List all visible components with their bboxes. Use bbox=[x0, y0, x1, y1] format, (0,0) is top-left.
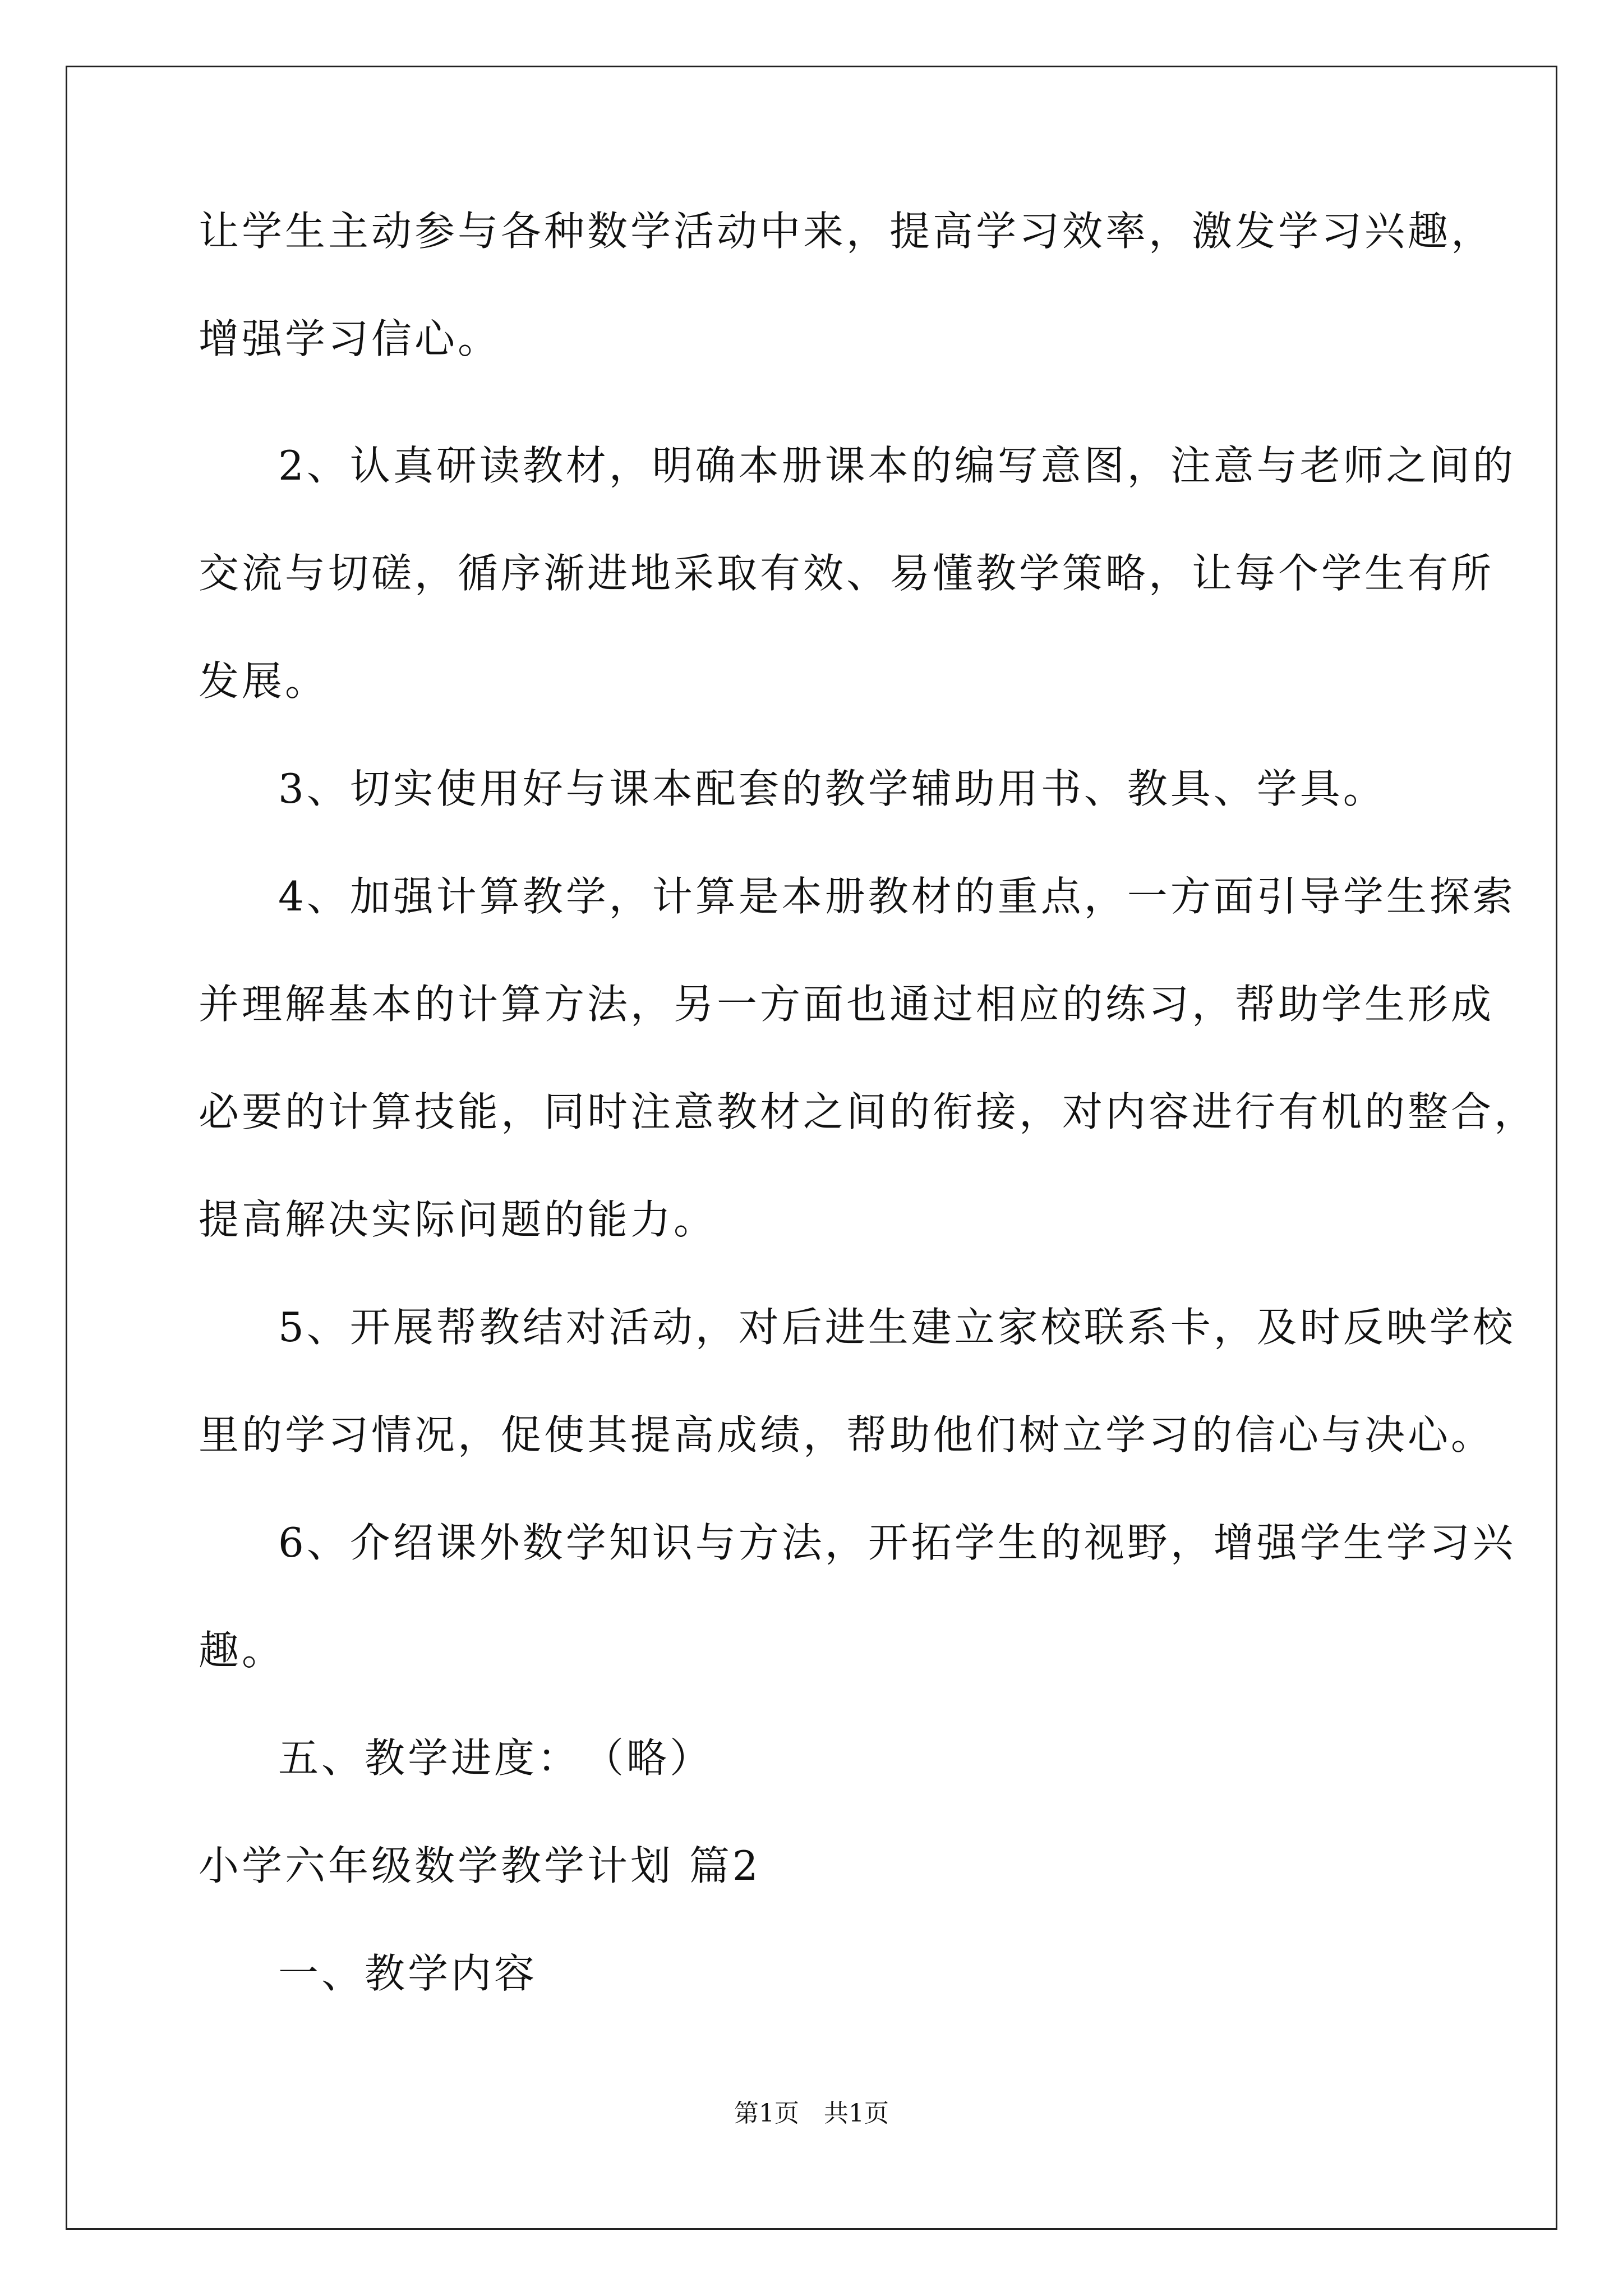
body-line: 让学生主动参与各种数学活动中来，提高学习效率，激发学习兴趣， bbox=[199, 208, 1495, 255]
paragraph-start-line: 6、介绍课外数学知识与方法，开拓学生的视野，增强学生学习兴 bbox=[278, 1519, 1516, 1566]
body-line: 并理解基本的计算方法，另一方面也通过相应的练习，帮助学生形成 bbox=[199, 981, 1495, 1028]
body-line: 交流与切磋，循序渐进地采取有效、易懂教学策略，让每个学生有所 bbox=[199, 550, 1495, 597]
body-line: 里的学习情况，促使其提高成绩，帮助他们树立学习的信心与决心。 bbox=[199, 1411, 1495, 1458]
body-line: 增强学习信心。 bbox=[199, 315, 501, 362]
paragraph-start-line: 2、认真研读教材，明确本册课本的编写意图，注意与老师之间的 bbox=[278, 442, 1516, 489]
paragraph-start-line: 3、切实使用好与课本配套的教学辅助用书、教具、学具。 bbox=[278, 765, 1386, 812]
page-footer: 第1页 共1页 bbox=[734, 2099, 889, 2128]
section-heading: 五、教学进度： （略） bbox=[278, 1734, 713, 1782]
page-border bbox=[66, 66, 1557, 2230]
body-line: 提高解决实际问题的能力。 bbox=[199, 1196, 717, 1243]
body-line: 趣。 bbox=[199, 1627, 285, 1674]
body-line: 发展。 bbox=[199, 657, 329, 705]
body-line: 必要的计算技能，同时注意教材之间的衔接，对内容进行有机的整合， bbox=[199, 1088, 1538, 1135]
document-title: 小学六年级数学教学计划 篇2 bbox=[199, 1842, 761, 1889]
section-heading: 一、教学内容 bbox=[278, 1950, 538, 1997]
paragraph-start-line: 5、开展帮教结对活动，对后进生建立家校联系卡，及时反映学校 bbox=[278, 1304, 1516, 1351]
paragraph-start-line: 4、加强计算教学，计算是本册教材的重点，一方面引导学生探索 bbox=[278, 873, 1516, 920]
